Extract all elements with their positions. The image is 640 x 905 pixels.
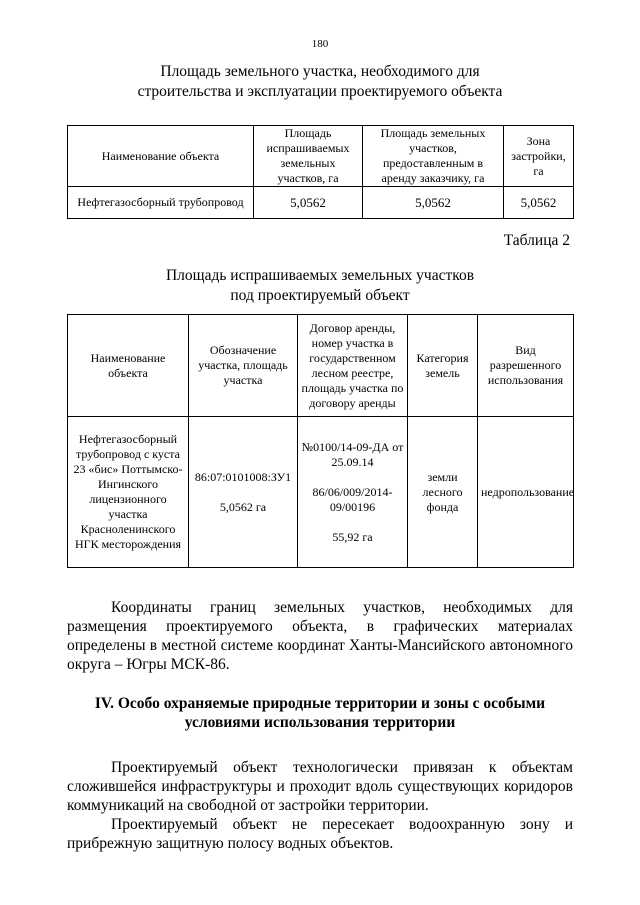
paragraph-infrastructure: Проектируемый объект технологически привязан к объектам сложившейся инфраструктуры и проходит вдоль существующих коридоров коммуникаций на свободной от застройки территории. xyxy=(67,759,573,814)
cell-object-name: Нефтегазосборный трубопровод с куста 23 «бис» Поттымско-Ингинского лицензионного участка Красноленинского НГК месторождения xyxy=(68,417,189,568)
header-object-name: Наименование объекта xyxy=(68,126,254,187)
table1-title-line1: Площадь земельного участка, необходимого для xyxy=(160,63,480,80)
table-header-row xyxy=(68,315,574,417)
table1-title xyxy=(0,62,640,102)
cell-land-category: земли лесного фонда xyxy=(408,417,478,568)
cell-permitted-use: недропользование xyxy=(478,417,574,568)
section-heading: IV. Особо охраняемые природные территории и зоны с особыми условиями использования территории xyxy=(94,695,546,731)
cell-plot-designation xyxy=(189,417,298,568)
header-plot-designation: Обозначение участка, площадь участка xyxy=(189,315,298,417)
registry-number: 86/06/009/2014-09/00196 xyxy=(312,484,393,514)
header-requested-area: Площадь испрашиваемых земельных участков, га xyxy=(254,126,363,187)
header-lease-agreement: Договор аренды, номер участка в государственном лесном реестре, площадь участка по договору аренды xyxy=(298,315,408,417)
header-land-category: Категория земель xyxy=(408,315,478,417)
table1-title-line2: строительства и эксплуатации проектируемого объекта xyxy=(137,83,503,100)
table2-title-line1: Площадь испрашиваемых земельных участков xyxy=(165,267,475,284)
header-object-name: Наименование объекта xyxy=(68,315,189,417)
land-area-table xyxy=(67,125,574,219)
table2-title-line2: под проектируемый объект xyxy=(230,287,410,304)
cell-lease-agreement xyxy=(298,417,408,568)
page-number: 180 xyxy=(311,38,329,50)
lease-number: №0100/14-09-ДА от 25.09.14 xyxy=(301,439,404,469)
table2-label: Таблица 2 xyxy=(503,232,570,249)
cell-development-zone: 5,0562 xyxy=(504,187,574,219)
plot-area: 5,0562 га xyxy=(219,499,267,514)
table2-title xyxy=(0,266,640,306)
cell-leased-area: 5,0562 xyxy=(363,187,504,219)
table-header-row xyxy=(68,126,574,187)
plot-cadastral-number: 86:07:0101008:ЗУ1 xyxy=(194,469,292,484)
header-leased-area: Площадь земельных участков, предоставленным в аренду заказчику, га xyxy=(363,126,504,187)
header-permitted-use: Вид разрешенного использования xyxy=(478,315,574,417)
cell-requested-area: 5,0562 xyxy=(254,187,363,219)
cell-object-name: Нефтегазосборный трубопровод xyxy=(68,187,254,219)
lease-area: 55,92 га xyxy=(332,529,373,544)
requested-plots-table xyxy=(67,314,574,568)
table-row xyxy=(68,187,574,219)
header-development-zone: Зона застройки, га xyxy=(504,126,574,187)
coordinates-paragraph: Координаты границ земельных участков, необходимых для размещения проектируемого объекта, в графических материалах определены в местной системе координат Ханты-Мансийского автономного округа – Югры МСК-86. xyxy=(67,599,573,673)
paragraph-water-zone: Проектируемый объект не пересекает водоохранную зону и прибрежную защитную полосу водных объектов. xyxy=(67,816,573,852)
table-row xyxy=(68,417,574,568)
